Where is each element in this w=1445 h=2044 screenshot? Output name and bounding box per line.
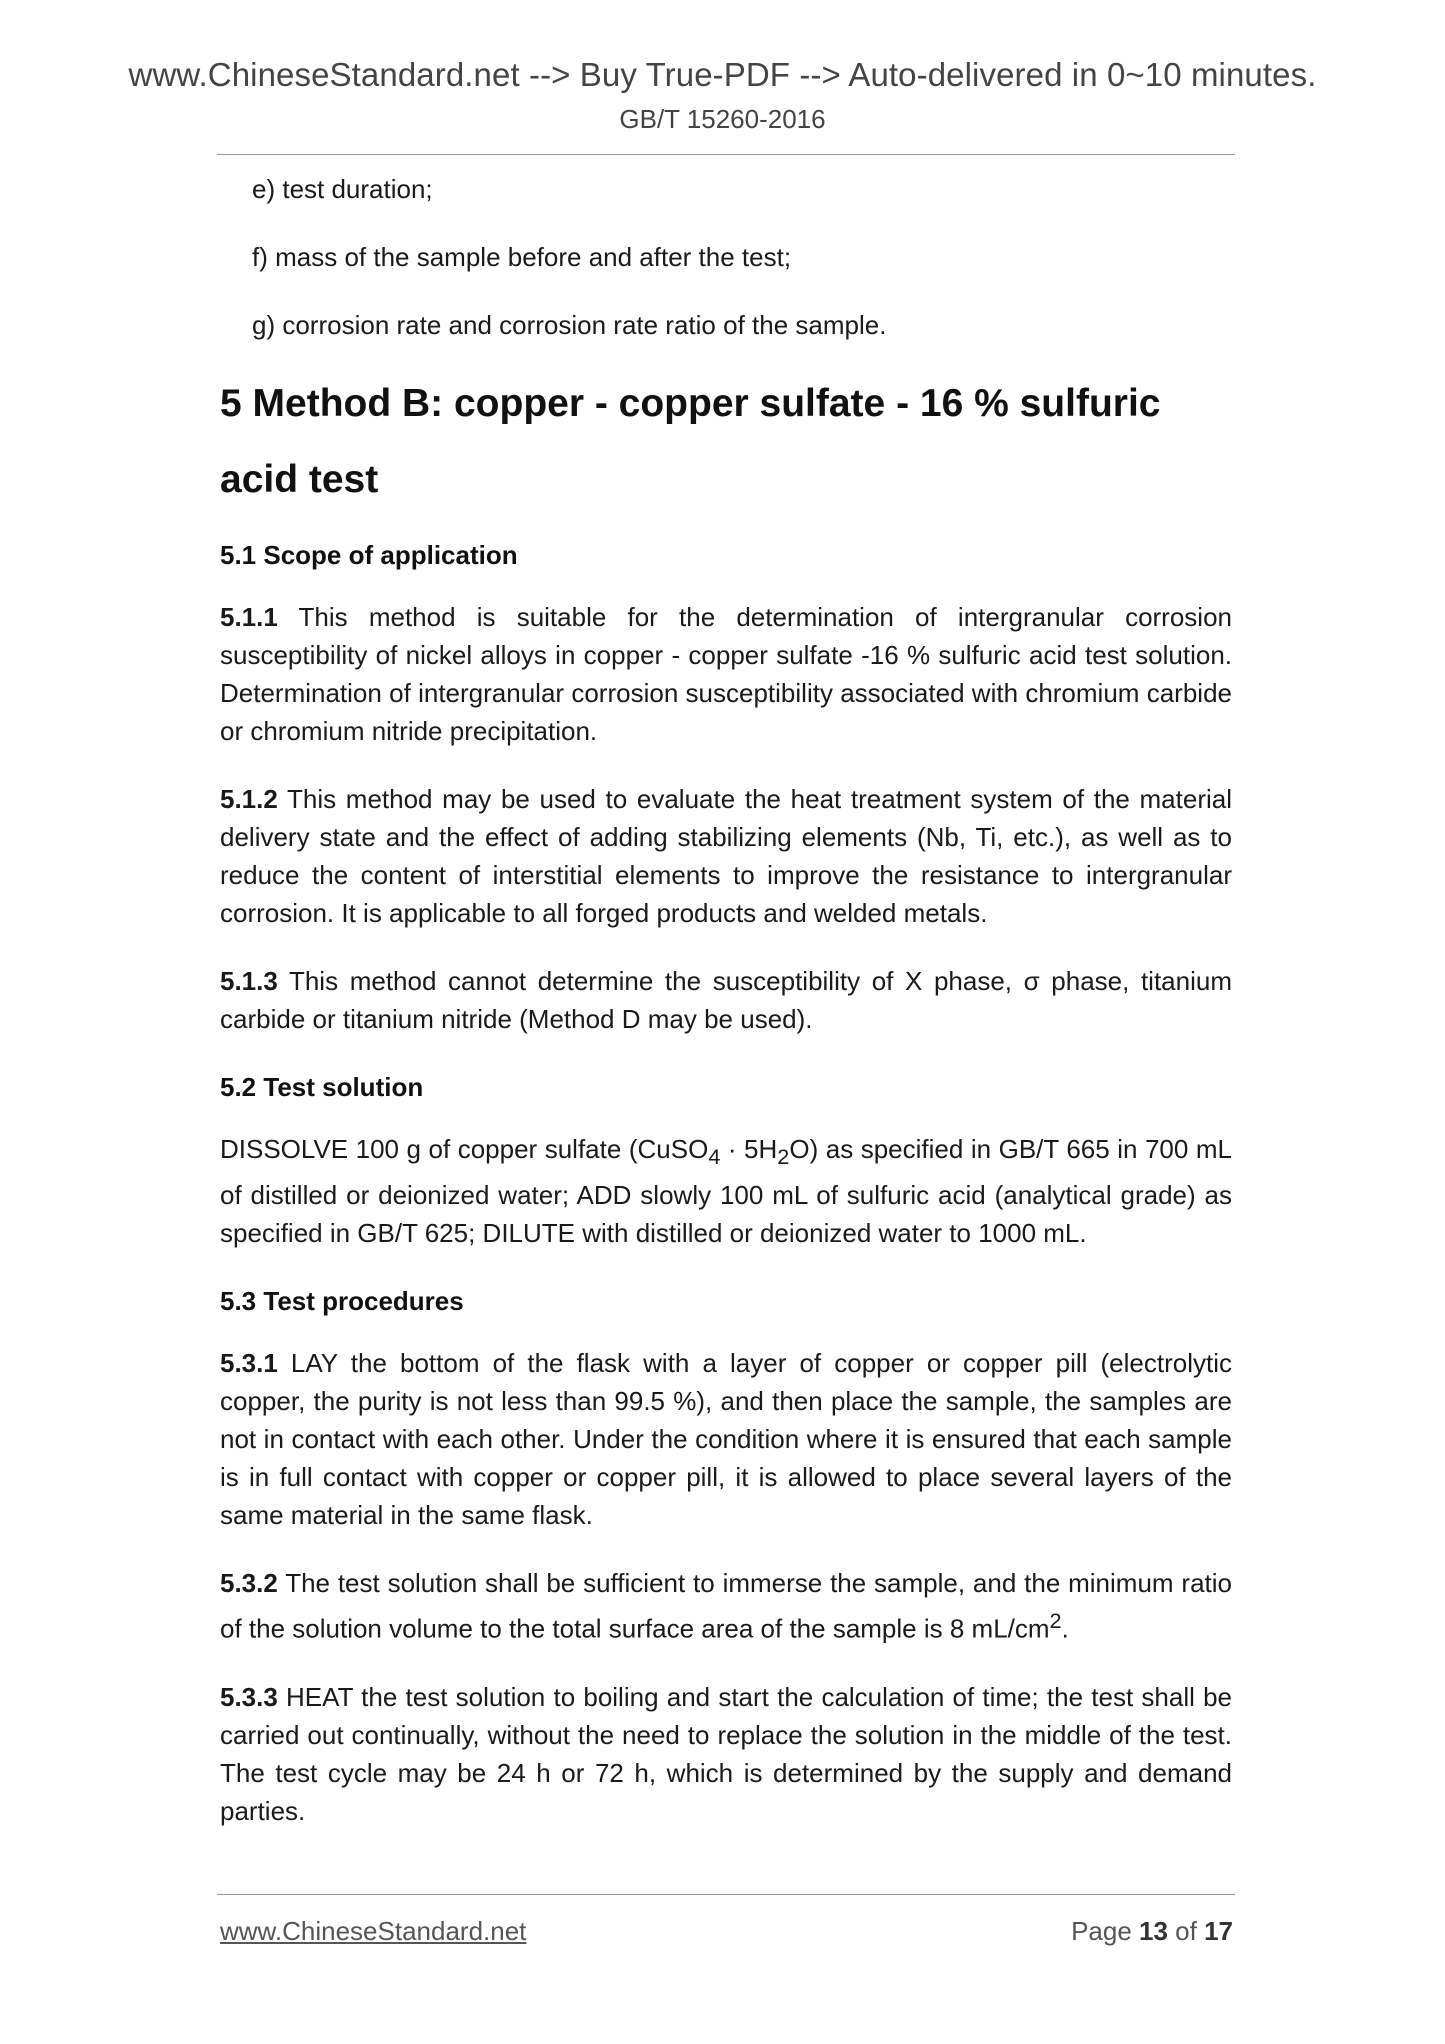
clause-text: HEAT the test solution to boiling and start the calculation of time; the test shall be carried out continually, without the need to replace the solution in the middle of the test. The test cycle may be 24 h or 72 h, which is determined by the supply and demand parties. <box>220 1681 1232 1826</box>
clause-5-3-2 <box>220 1564 1232 1648</box>
clause-5-3-1 <box>220 1344 1232 1534</box>
subscript: 2 <box>777 1144 790 1170</box>
clause-5-1-3 <box>220 962 1232 1038</box>
footer-divider <box>217 1894 1235 1895</box>
current-page: 13 <box>1139 1916 1168 1946</box>
clause-5-3-3 <box>220 1678 1232 1830</box>
clause-number: 5.1.2 <box>220 784 278 814</box>
clause-text: The test solution shall be sufficient to immerse the sample, and the minimum ratio of the solution volume to the total surface area of the sample is 8 mL/cm <box>220 1568 1232 1644</box>
clause-number: 5.1.3 <box>220 966 278 996</box>
page-indicator <box>1071 1916 1233 1947</box>
list-item: e) test duration; <box>252 174 433 204</box>
clause-number: 5.3.1 <box>220 1348 278 1379</box>
clause-text: This method may be used to evaluate the heat treatment system of the material delivery state and the effect of adding stabilizing elements (Nb, Ti, etc.), as well as to reduce the content of interstitial elements to improve the resistance to intergranular corrosion. It is applicable to all forged products and welded metals. <box>220 784 1232 928</box>
page-label: Page <box>1071 1916 1140 1946</box>
clause-number: 5.1.1 <box>220 602 278 632</box>
text: O) as specified in GB/T 665 in 700 mL of distilled or deionized water; ADD slowly 100 mL of sulfuric acid (analytical grade) as specified in GB/T 625; DILUTE with distilled or deionized water to 1000 mL. <box>220 1134 1232 1249</box>
clause-text-end: . <box>1061 1613 1069 1644</box>
clause-5-1-1 <box>220 598 1232 750</box>
text: · 5H <box>720 1134 778 1164</box>
subscript: 4 <box>708 1144 721 1170</box>
total-pages: 17 <box>1204 1916 1233 1946</box>
clause-text: This method cannot determine the susceptibility of X phase, σ phase, titanium carbide or titanium nitride (Method D may be used). <box>220 966 1232 1034</box>
header-banner: www.ChineseStandard.net --> Buy True-PDF --> Auto-delivered in 0~10 minutes. <box>128 56 1317 93</box>
clause-5-1-2 <box>220 780 1232 932</box>
page-of: of <box>1167 1916 1205 1946</box>
header-divider <box>217 154 1235 155</box>
page-body <box>220 170 1232 1860</box>
document-id: GB/T 15260-2016 <box>619 104 826 134</box>
footer-site-link[interactable]: www.ChineseStandard.net <box>220 1916 527 1946</box>
test-solution-paragraph <box>220 1130 1232 1252</box>
section-5-title: 5 Method B: copper - copper sulfate - 16 % sulfuric acid test <box>220 382 1161 501</box>
section-5-1-heading: 5.1 Scope of application <box>220 540 518 570</box>
list-item: g) corrosion rate and corrosion rate ratio of the sample. <box>252 310 887 340</box>
clause-text: LAY the bottom of the flask with a layer of copper or copper pill (electrolytic copper, the purity is not less than 99.5 %), and then place the sample, the samples are not in contact with each other. Under the condition where it is ensured that each sample is in full contact with copper or copper pill, it is allowed to place several layers of the same material in the same flask. <box>220 1348 1232 1531</box>
section-5-3-heading: 5.3 Test procedures <box>220 1286 464 1317</box>
clause-number: 5.3.3 <box>220 1681 278 1712</box>
clause-number: 5.3.2 <box>220 1568 278 1599</box>
clause-text: This method is suitable for the determination of intergranular corrosion susceptibility of nickel alloys in copper - copper sulfate -16 % sulfuric acid test solution. Determination of intergranular corrosion susceptibility associated with chromium carbide or chromium nitride precipitation. <box>220 602 1232 746</box>
list-item: f) mass of the sample before and after the test; <box>252 242 792 272</box>
text: DISSOLVE 100 g of copper sulfate (CuSO <box>220 1134 709 1164</box>
section-5-2-heading: 5.2 Test solution <box>220 1072 424 1102</box>
superscript: 2 <box>1049 1608 1062 1634</box>
